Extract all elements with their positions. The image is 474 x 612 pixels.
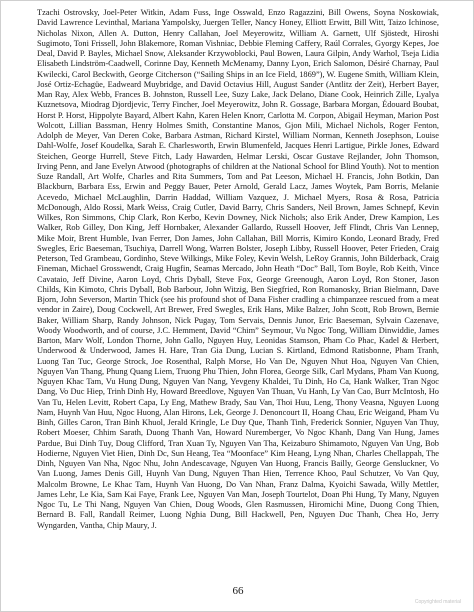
copyright-watermark: Copyrighted material	[414, 599, 461, 605]
body-paragraph: Tzachi Ostrovsky, Joel-Peter Witkin, Adam Fuss, Inge Osswald, Enzo Ragazzini, Bill Owens, Soyna Noskowiak, David Lawrence Levinthal, Mariana Yampolsky, Juergen Teller, Nancy Honey, Elliott Erwitt, Bill Witt, Taizo Ichinose, Nicholas Nixon, Allen A. Dutton, Henry Callahan, Joel Meyerowitz, William A. Garnett, Ulf Sjöstedt, Hiroshi Sugimoto, Toni Frissell, John Blakemore, Roman Vishniac, Debbie Fleming Caffery, Raúl Corrales, Gyorgy Kepes, Joe Deal, David P. Bayles, Michael Snow, Aleksander Krzywoblocki, Paul Bowen, Laura Gilpin, Andy Warhol, Tseja Lidia Elisabeth Lindström-Caadwell, Corinne Day, Kenneth McMenamy, Danny Lyon, Erich Salomon, Désiré Charnay, Paul Kwilecki, Carol Beckwith, George Citcherson (“Sailing Ships in an Ice Field, 1869”), W. Eugene Smith, William Klein, José Ortiz-Echagüe, Eadweard Muybridge, and David Octavius Hill, August Sander (Antlitz der Zeit), Herbert Bayer, Man Ray, Alex Webb, Frances B. Johnston, Russell Lee, Suzy Lake, Jack Delano, Diane Cook, Heinrich Zille, Lyalya Kuznetsova, Miodrag Djordjevic, Terry Fincher, Joel Meyerowitz, John R. Gossage, Barbara Morgan, Édouard Boubat, Horst P. Horst, Hippolyte Bayard, Albert Kahn, Karen Helen Knorr, Carlotta M. Corpon, Abigail Heyman, Marion Post Wolcott, Lillian Bassman, Henry Holmes Smith, Constantine Manos, Gjon Mili, Michael Nichols, Roger Fenton, Adolph de Meyer, Van Deren Coke, Barbara Astman, Richard Kirstel, William Norman, Kenneth Josephson, Louise Dahl-Wolfe, Josef Koudelka, Sarah E. Charlesworth, Erwin Blumenfeld, Jacques Henri Lartigue, Pirkle Jones, Edward Steichen, George Hurrell, Steve Fitch, Lady Hawarden, Helmar Lerski, Oscar Gustave Rejlander, John Thomson, Irving Penn, and Jane Evelyn Atwood (photographs of children at the National School for Blind Youth). Not to mention Suze Randall, Art Wolfe, Charles and Rita Summers, Tom and Pat Leeson, Michael H. Francis, John Botkin, Dan Blackburn, Barbara Ess, Erwin and Peggy Bauer, Peter Arnold, Gerald Lacz, James Woytek, Pam Borris, Melanie Acevedo, Michael McLaughlin, Darrin Haddad, William Vazquez, J. Michael Myers, Rosa & Rosa, Patricia McDonough, Aldo Rossi, Mark Weiss, Craig Cutler, David Barry, Chris Sanders, Neil Brown, James Schnepf, Kevin Wilkes, Ron Simmons, Chip Clark, Ron Kerbo, Kevin Downey, Nick Nichols; also Erik Ander, Drew Kampion, Les Walker, Rob Gilley, Don King, Jeff Hornbaker, Alexander Gallardo, Russell Hoover, Jeff Flindt, Chris Van Lennep, Mike Moir, Brent Humble, Ivan Ferrer, Don James, John Callahan, Bill Morris, Kimiro Kondo, Leonard Brady, Fred Swegles, Eric Baeseman, Tsuchiya, Darrell Wong, Warren Bolster, Joseph Libby, Russell Hoover, Peter Frieden, Craig Peterson, Ted Grambeau, Gordinho, Steve Wilkings, Mike Foley, Kevin Welsh, LeRoy Grannis, John Bilderback, Craig Fineman, Michael Grosswendt, Craig Hugfin, Seamas Mercado, John Heath “Doc” Ball, Tom Boyle, Rob Keith, Vince Cavataio, Jeff Divine, Aaron Loyd, Chris Dyball, Steve Fox, George Greenough, Aaron Loyd, Ron Stoner, Jason Childs, Kin Kimoto, Chris Dyball, Bob Barbour, John Witzig, Ben Siegfried, Ron Romanosky, Brian Bielmann, Dave Bjorn, John Severson, Martin Thick (see his profound shot of Dana Fisher cradling a chimpanzee rescued from a meat vendor in Zaire), Doug Cockwell, Art Brewer, Fred Swegles, Erik Hans, Mike Balzer, John Scott, Rob Brown, Bernie Baker, William Sharp, Randy Johnson, Nick Pugay, Tom Servais, Dennis Junor, Eric Baeseman, Sylvain Cazenave, Woody Woodworth, and of course, J.C. Hemment, David “Chim” Seymour, Vu Ngoc Tong, William Dinwiddie, James Barton, Marv Wolf, London Thorne, John Gallo, Nguyen Huy, Leonidas Stamson, Pham Co Phac, Kadel & Herbert, Underwood & Underwood, James H. Hare, Tran Gia Dung, Lucian S. Kirtland, Edmond Ratisbonne, Pham Tranh, Luong Tan Tuc, George Strock, Joe Rosenthal, Ralph Morse, Ho Van De, Nguyen Nhut Hoa, Nguyen Van Chien, Nguyen Van Thang, Phung Quang Liem, Truong Phu Thien, John Florea, George Silk, Carl Mydans, Pham Van Kuong, Nguyen Khac Tam, Vu Hung Dung, Nguyen Van Nang, Yevgeny Khaldei, Tu Dinh, Ho Ca, Hank Walker, Tran Ngoc Dang, Vo Duc Hiep, Trinh Dinh Hy, Howard Breedlove, Nguyen Van Thuan, Vu Hanh, Ly Van Cao, Burr McIntosh, Ho Van Tu, Helen Levitt, Robert Capa, Ly Eng, Mathew Brady, Sau Van, Thoi Huu, Leng, Thony Veasna, Nguyen Luong Nam, Huynh Van Huu, Ngoc Huong, Alan Hirons, Lek, George J. Denoncourt II, Hoang Chau, Eric Weigand, Pham Vu Binh, Gilles Caron, Tran Binh Khuol, Jerald Kringle, Le Duy Que, Thanh Tinh, Frederick Sonnier, Nguyen Van Thuy, Robert Moeser, Chhim Sarath, Duong Thanh Van, Howard Nuremberger, Vo Ngoc Khanh, Dang Van Hung, James Pardue, Bui Dinh Tuy, Doug Clifford, Tran Xuan Ty, Nguyen Van Tha, Keizaburo Shimamoto, Nguyen Van Ung, Bob Hodierne, Nguyen Viet Hien, Dinh Dc, Sun Heang, Tea “Moonface” Kim Heang, Lyng Nhan, Charles Chellappah, The Dinh, Nguyen Van Nha, Ngoc Nhu, John Andescavage, Nguyen Van Huong, Francis Bailly, George Gensluckner, Vo Van Luong, James Denis Gill, Huynh Van Dung, Nguyen Than Hien, Terrence Khoo, Paul Schutzer, Vo Van Quy, Malcolm Browne, Le Khac Tam, Huynh Van Huong, Do Van Nhan, Franz Dalma, Kyoichi Sawada, Willy Mettler, James Lehr, Le Kia, Sam Kai Faye, Frank Lee, Nguyen Van Man, Joseph Tourtelot, Doan Phi Hung, Ty Many, Nguyen Ngoc Tu, Le Thi Nang, Nguyen Van Chien, Doug Woods, Glen Rasmussen, Hiromichi Mine, Duong Cong Thien, Bernard B. Fall, Randall Reimer, Luong Nghia Dung, Bill Hackwell, Pen, Nguyen Duc Thanh, Chea Ho, Jerry Wyngarden, Vantha, Chip Maury, J.	[37, 8, 439, 530]
page-number: 66	[232, 585, 244, 597]
